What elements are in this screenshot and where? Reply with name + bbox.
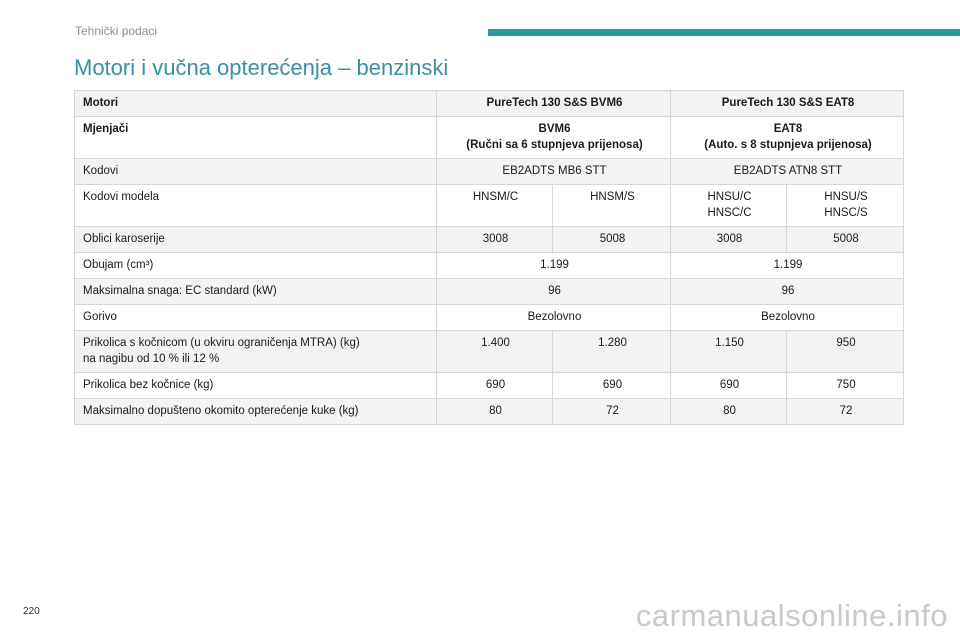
table-cell: [437, 117, 671, 159]
table-cell: HNSM/S: [553, 185, 671, 227]
row-label: Kodovi modela: [75, 185, 437, 227]
watermark: carmanualsonline.info: [635, 598, 948, 633]
row-label: Oblici karoserije: [75, 227, 437, 253]
table-row: [75, 91, 904, 117]
table-cell: Bezolovno: [671, 305, 904, 331]
section-header: Tehnički podaci: [75, 24, 158, 38]
table-cell: 690: [553, 373, 671, 399]
row-label-line: na nagibu od 10 % ili 12 %: [83, 353, 220, 365]
table-cell: 750: [787, 373, 904, 399]
table-row: [75, 185, 904, 227]
table-cell: PureTech 130 S&S EAT8: [671, 91, 904, 117]
row-label: [75, 331, 437, 373]
table-cell: 1.400: [437, 331, 553, 373]
table-cell: 3008: [437, 227, 553, 253]
table-cell: 5008: [787, 227, 904, 253]
table-cell: 80: [437, 399, 553, 425]
table-cell: 96: [671, 279, 904, 305]
table-cell: [787, 185, 904, 227]
gearbox-description: (Auto. s 8 stupnjeva prijenosa): [704, 139, 872, 151]
row-label: Kodovi: [75, 159, 437, 185]
table-cell: 950: [787, 331, 904, 373]
row-label: Maksimalno dopušteno okomito opterećenje kuke (kg): [75, 399, 437, 425]
table-cell: 1.280: [553, 331, 671, 373]
table-row: [75, 159, 904, 185]
table-row: [75, 279, 904, 305]
row-label: Gorivo: [75, 305, 437, 331]
row-label: Mjenjači: [75, 117, 437, 159]
table-cell: [671, 185, 787, 227]
gearbox-description: (Ručni sa 6 stupnjeva prijenosa): [466, 139, 643, 151]
model-code: HNSU/C: [707, 191, 752, 203]
table-cell: PureTech 130 S&S BVM6: [437, 91, 671, 117]
table-cell: 96: [437, 279, 671, 305]
table-row: [75, 331, 904, 373]
table-row: [75, 305, 904, 331]
engine-spec-table: [74, 90, 904, 425]
row-label-line: Prikolica s kočnicom (u okviru ograničenja MTRA) (kg): [83, 337, 360, 349]
model-code: HNSC/S: [824, 207, 868, 219]
gearbox-code: BVM6: [538, 123, 571, 135]
table-cell: 80: [671, 399, 787, 425]
row-label: Motori: [75, 91, 437, 117]
table-cell: HNSM/C: [437, 185, 553, 227]
table-cell: EB2ADTS MB6 STT: [437, 159, 671, 185]
gearbox-code: EAT8: [773, 123, 803, 135]
table-row: [75, 399, 904, 425]
table-row: [75, 117, 904, 159]
row-label: Obujam (cm³): [75, 253, 437, 279]
table-cell: 1.150: [671, 331, 787, 373]
table-cell: 5008: [553, 227, 671, 253]
table-cell: 690: [437, 373, 553, 399]
page-title: Motori i vučna opterećenja – benzinski: [74, 55, 449, 80]
table-cell: [671, 117, 904, 159]
table-cell: 72: [553, 399, 671, 425]
table-row: [75, 253, 904, 279]
model-code: HNSC/C: [707, 207, 752, 219]
table-cell: 1.199: [671, 253, 904, 279]
table-cell: 3008: [671, 227, 787, 253]
table-cell: Bezolovno: [437, 305, 671, 331]
page-number: 220: [23, 606, 40, 617]
table-row: [75, 373, 904, 399]
row-label: Prikolica bez kočnice (kg): [75, 373, 437, 399]
table-row: [75, 227, 904, 253]
header-accent-bar: [488, 29, 960, 36]
model-code: HNSU/S: [824, 191, 868, 203]
table-cell: 1.199: [437, 253, 671, 279]
table-cell: 72: [787, 399, 904, 425]
table-cell: 690: [671, 373, 787, 399]
row-label: Maksimalna snaga: EC standard (kW): [75, 279, 437, 305]
table-cell: EB2ADTS ATN8 STT: [671, 159, 904, 185]
